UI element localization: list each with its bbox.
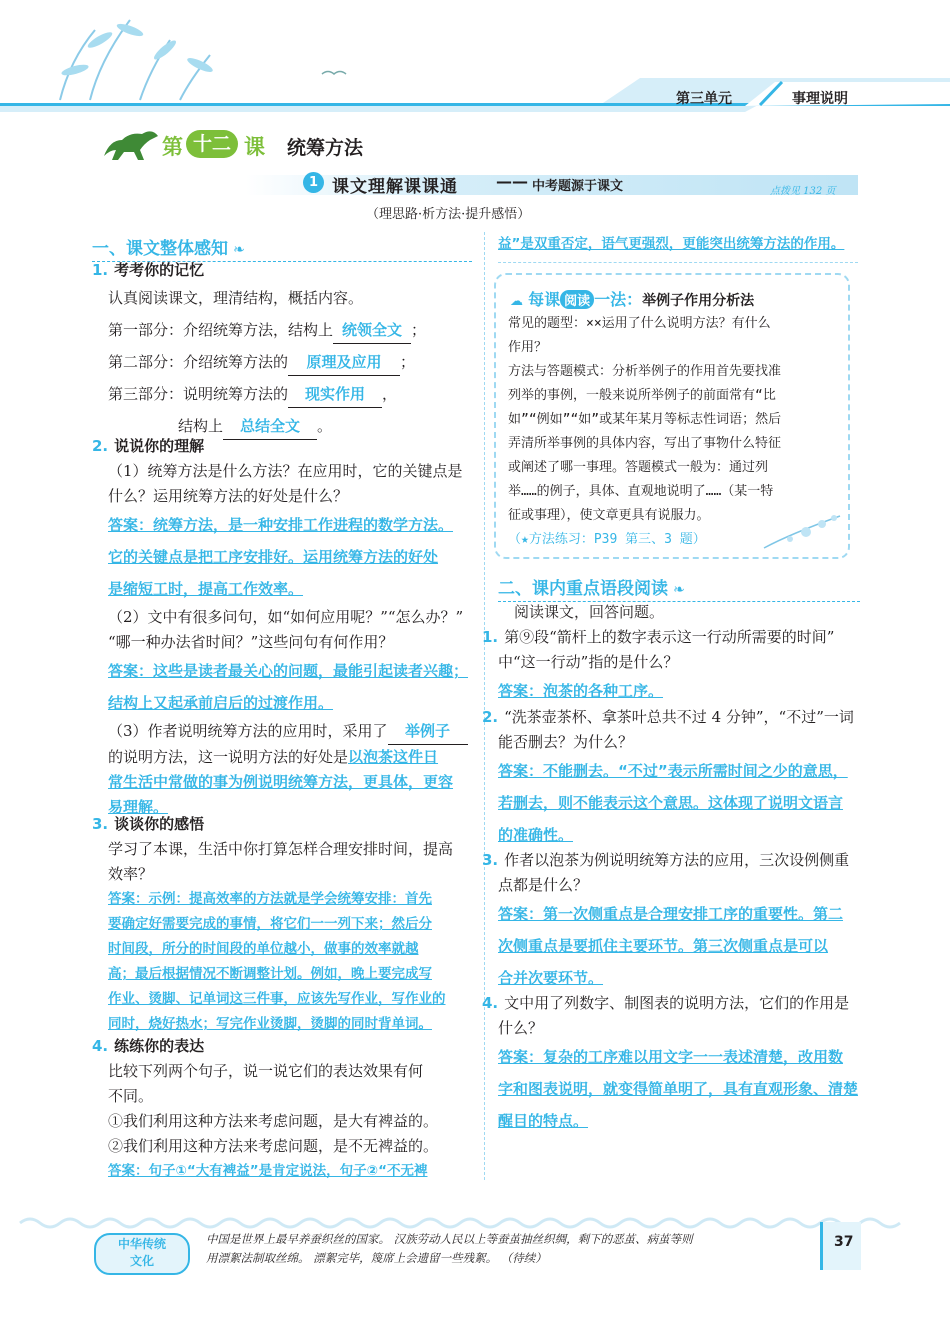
q2-s1-line: 什么？运用统筹方法的好处是什么？ (108, 487, 349, 505)
rq1-num: 1. (482, 628, 499, 646)
q2-a1-line: 是缩短工时，提高工作效率。 (108, 580, 304, 598)
q1-part2-answer: 原理及应用 (306, 353, 382, 371)
lesson-suffix: 课 (244, 135, 265, 159)
rq2-stem: 能否删去？为什么？ (498, 733, 634, 751)
q2-a3-line: 易理解。 (108, 798, 169, 816)
tip-line: 举……的例子，具体、直观地说明了……（某一特 (508, 484, 774, 499)
q1-part2-blank (288, 350, 400, 376)
q1-part4-text: 结构上 (178, 417, 224, 435)
q1-part3 (92, 382, 472, 408)
banner-dash: —— (496, 172, 528, 191)
rq2-ans: 答案：不能删去。“不过”表示所需时间之少的意思， (498, 762, 848, 780)
rq3-ans: 次侧重点是要抓住主要环节。第三次侧重点是可以 (498, 937, 829, 955)
rq4-ans: 醒目的特点。 (498, 1112, 589, 1130)
culture-badge (94, 1233, 190, 1275)
banner-title: 课文理解课课通 (332, 177, 458, 197)
rq3-stem: 点都是什么？ (498, 876, 589, 894)
q2-s3-line2 (108, 745, 472, 770)
tip-line: 常见的题型：××运用了什么说明方法？有什么 (508, 316, 771, 331)
tip-label-b: 阅读 (560, 290, 594, 309)
q3-ans-line: 要确定好需要完成的事情，将它们一一列下来；然后分 (108, 916, 432, 932)
q2-s3-line (108, 719, 472, 745)
q4-num: 4. (92, 1037, 109, 1055)
tip-practice: （★方法练习：P39 第三、3 题） (508, 532, 706, 547)
section2-header (498, 574, 860, 602)
q4-stem-line: ②我们利用这种方法来考虑问题，是不无裨益的。 (108, 1137, 439, 1155)
question-2 (92, 434, 472, 820)
footer-line: 用漂絮法制取丝绵。 漂絮完毕，篾席上会遗留一些残絮。 （待续） (206, 1251, 547, 1265)
section2-title: 二、课内重点语段阅读 (498, 579, 668, 599)
q1-part1-answer: 统领全文 (342, 321, 403, 339)
lesson-prefix: 第 (162, 135, 183, 159)
rq2-stem: “洗茶壶茶杯、拿茶叶总共不过 4 分钟”，“不过”一词 (504, 708, 854, 726)
q1-part1-blank (333, 318, 411, 344)
footer-line: 中国是世界上最早养蚕织丝的国家。 汉族劳动人民以上等蚕茧抽丝织绸，剩下的恶茧、病茧等则 (206, 1232, 693, 1246)
rq4-ans: 答案：复杂的工序难以用文字一一表述清楚，改用数 (498, 1048, 844, 1066)
page-number: 37 (834, 1234, 854, 1250)
q1-part1 (92, 318, 472, 344)
section1-title: 一、课文整体感知 (92, 239, 228, 259)
question-3 (92, 812, 472, 1037)
q2-s3-text2: 的说明方法，这一说明方法的好处是 (108, 748, 349, 766)
topic-label: 事理说明 (792, 91, 848, 107)
rq2-ans: 的准确性。 (498, 826, 574, 844)
q2-s3-blank (388, 719, 468, 745)
reading-q4 (482, 991, 862, 1137)
q1-part3-punct: ， (382, 385, 398, 403)
flower-branch-icon (760, 508, 844, 552)
banner-subhead: （理思路·析方法·提升感悟） (366, 207, 531, 222)
q1-part3-text: 第三部分：说明统筹方法的 (108, 385, 289, 403)
tip-line: 如”“例如”“如”或某年某月等标志性词语；然后 (508, 412, 782, 427)
q2-a2-line: 结构上又起承前启后的过渡作用。 (108, 694, 334, 712)
q1-part1-text: 第一部分：介绍统筹方法，结构上 (108, 321, 334, 339)
cloud-icon: ☁ (510, 294, 523, 309)
q1-part1-punct: ； (411, 321, 427, 339)
tip-label-a: 每课 (528, 290, 561, 309)
q2-a1-line: 答案：统筹方法，是一种安排工作进程的数学方法。 (108, 516, 454, 534)
q2-a1-line: 它的关键点是把工序安排好。运用统筹方法的好处 (108, 548, 439, 566)
q2-s1-line: （1）统筹方法是什么方法？在应用时，它的关键点是 (108, 462, 463, 480)
question-1 (92, 258, 472, 440)
banner-page-ref: 点拨见 132 页 (770, 186, 836, 197)
q2-s2-line: （2）文中有很多问句，如“如何应用呢？”“怎么办？” (108, 608, 464, 626)
q1-num: 1. (92, 261, 109, 279)
tip-line: 弄清所举事例的具体内容，写出了事物什么特征 (508, 436, 782, 451)
rq1-stem: 中“这一行动”指的是什么？ (498, 653, 679, 671)
q4-stem-line: 不同。 (108, 1087, 154, 1105)
q1-part2 (92, 350, 472, 376)
rq4-ans: 字和图表说明，就变得简单明了，具有直观形象、清楚 (498, 1080, 859, 1098)
tip-line: 征或事理），使文章更具有说服力。 (508, 508, 710, 523)
footer-text (206, 1230, 816, 1268)
rq2-ans: 若删去，则不能表示这个意思。这体现了说明文语言 (498, 794, 844, 812)
q3-ans-line: 时间段，所分的时间段的单位越小，做事的效率就越 (108, 941, 419, 957)
q3-ans-line: 高；最后根据情况不断调整计划。例如，晚上要完成写 (108, 966, 432, 982)
reading-q1 (482, 625, 862, 707)
q1-intro: 认真阅读课文，理清结构，概括内容。 (108, 289, 364, 307)
leaf-icon: ❧ (673, 582, 685, 598)
right-top-rule (498, 262, 858, 263)
rq4-stem: 什么？ (498, 1019, 544, 1037)
q4-stem-line: 比较下列两个句子，说一说它们的表达效果有何 (108, 1062, 424, 1080)
rq3-num: 3. (482, 851, 499, 869)
tip-line: 列举的事例，一般来说所举例子的前面常有“比 (508, 388, 776, 403)
q4-title: 练练你的表达 (114, 1037, 205, 1055)
tip-title: 举例子作用分析法 (642, 293, 755, 309)
leaf-icon: ❧ (233, 242, 245, 258)
q3-stem-line: 效率？ (108, 865, 154, 883)
q1-title: 考考你的记忆 (114, 261, 205, 279)
section2-intro: 阅读课文，回答问题。 (514, 603, 665, 621)
unit-label: 第三单元 (676, 91, 732, 107)
q4-ans-continued: 益”是双重否定，语气更强烈，更能突出统筹方法的作用。 (498, 236, 845, 252)
banner-subtitle: 中考题源于课文 (532, 179, 624, 194)
q4-ans-line: 答案：句子①“大有裨益”是肯定说法，句子②“不无裨 (108, 1163, 428, 1179)
q2-s2-line: “哪一种办法省时间？”这些问句有何作用？ (108, 633, 394, 651)
q1-part4-answer: 总结全文 (240, 417, 301, 435)
rq1-stem: 第⑨段“箭杆上的数字表示这一行动所需要的时间” (504, 628, 835, 646)
q2-s3-answer: 以泡茶这件日 (348, 748, 439, 766)
q2-num: 2. (92, 437, 109, 455)
q4-stem-line: ①我们利用这种方法来考虑问题，是大有裨益的。 (108, 1112, 439, 1130)
tip-line: 作用？ (508, 340, 548, 355)
q1-part3-blank (288, 382, 382, 408)
q2-a3-line: 常生活中常做的事为例说明统筹方法，更具体，更容 (108, 773, 454, 791)
q3-ans-line: 同时，烧好热水；写完作业烫脚，烫脚的同时背单词。 (108, 1016, 432, 1032)
q3-stem-line: 学习了本课，生活中你打算怎样合理安排时间，提高 (108, 840, 454, 858)
q2-title: 说说你的理解 (114, 437, 205, 455)
q1-part2-punct: ； (400, 353, 416, 371)
rq2-num: 2. (482, 708, 499, 726)
banner-badge: 1 (303, 172, 324, 193)
tip-line: 或阐述了哪一事理。答题模式一般为：通过列 (508, 460, 769, 475)
reading-q3 (482, 848, 862, 994)
q3-title: 谈谈你的感悟 (114, 815, 205, 833)
q2-a2-line: 答案：这些是读者最关心的问题，最能引起读者兴趣； (108, 662, 469, 680)
q1-part4-punct: 。 (317, 417, 333, 435)
rq4-num: 4. (482, 994, 499, 1012)
tip-line: 方法与答题模式：分析举例子的作用首先要找准 (508, 364, 782, 379)
rq3-stem: 作者以泡茶为例说明统筹方法的应用，三次设例侧重 (504, 851, 850, 869)
question-4 (92, 1034, 472, 1184)
q2-s3-blank-answer: 举例子 (405, 722, 451, 740)
q1-part2-text: 第二部分：介绍统筹方法的 (108, 353, 289, 371)
rq4-stem: 文中用了列数字、制图表的说明方法，它们的作用是 (504, 994, 850, 1012)
lesson-title: 统筹方法 (287, 137, 364, 159)
tip-label-c: 一法 (594, 290, 627, 309)
rq1-ans: 答案：泡茶的各种工序。 (498, 682, 664, 700)
q1-part3-answer: 现实作用 (305, 385, 366, 403)
rq3-ans: 合并次要环节。 (498, 969, 604, 987)
badge-line2: 文化 (129, 1254, 154, 1268)
rq3-ans: 答案：第一次侧重点是合理安排工序的重要性。第二 (498, 905, 844, 923)
reading-q2 (482, 705, 862, 851)
horse-icon (100, 126, 162, 162)
q3-ans-line: 答案：示例：提高效率的方法就是学会统筹安排：首先 (108, 891, 432, 907)
q2-s3-text: （3）作者说明统筹方法的应用时，采用了 (108, 722, 388, 740)
method-tip-header: ☁ 每课 阅读 一法：举例子作用分析法 (510, 290, 755, 309)
lesson-number: 十二 (186, 130, 238, 158)
q3-ans-line: 作业、烫脚、记单词这三件事，应该先写作业，写作业的 (108, 991, 446, 1007)
q3-num: 3. (92, 815, 109, 833)
badge-line1: 中华传统 (117, 1237, 166, 1251)
